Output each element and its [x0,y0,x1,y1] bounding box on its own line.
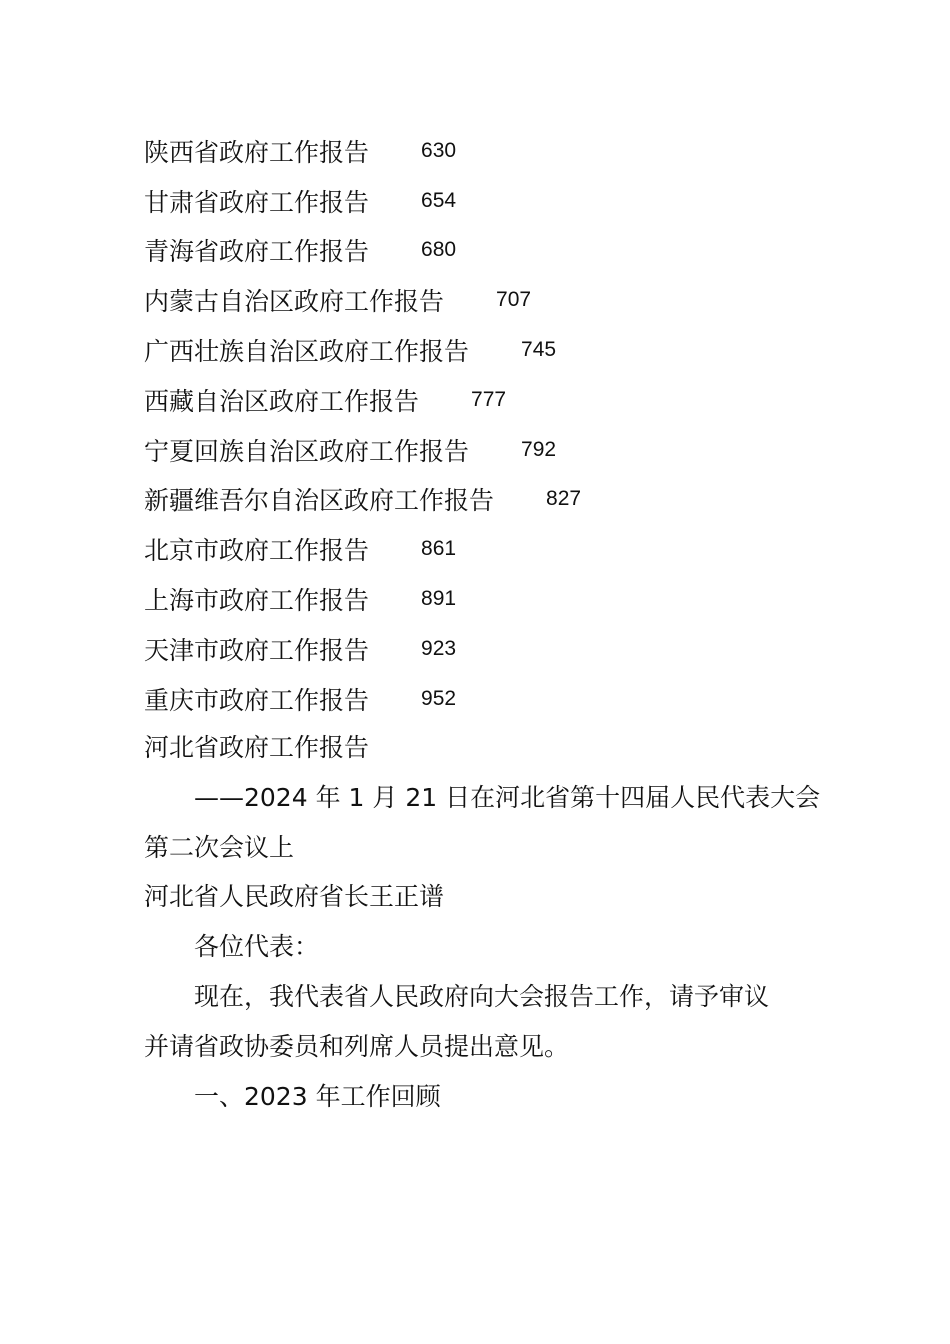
toc-entry-title: 宁夏回族自治区政府工作报告 [144,436,470,466]
greeting: 各位代表： [194,932,320,962]
toc-entry [144,325,844,375]
toc-entry-page: 792 [521,437,557,461]
toc-entry-page: 745 [521,338,557,362]
toc-entry-page: 891 [421,587,457,611]
report-title: 河北省政府工作报告 [144,733,370,762]
report-subtitle-continuation: 第二次会议上 [144,832,295,862]
toc-entry-title: 天津市政府工作报告 [144,635,370,665]
toc-entry-title: 广西壮族自治区政府工作报告 [144,337,470,367]
toc-entry-page: 707 [496,288,532,312]
toc-entry-title: 新疆维吾尔自治区政府工作报告 [144,486,495,516]
paragraph-line: 现在，我代表省人民政府向大会报告工作，请予审议 [194,981,770,1011]
toc-entry-title: 西藏自治区政府工作报告 [144,386,420,416]
toc-entry-title: 青海省政府工作报告 [144,237,370,267]
toc-entry [144,226,844,276]
toc-entry-page: 654 [421,188,457,212]
toc-entry [144,275,844,325]
report-subtitle: ——2024 年 1 月 21 日在河北省第十四届人民代表大会 [194,782,821,812]
toc-entry-title: 重庆市政府工作报告 [144,685,370,715]
paragraph-line: 并请省政协委员和列席人员提出意见。 [144,1031,570,1061]
table-of-contents [144,126,844,724]
toc-entry [144,425,844,475]
toc-entry [144,126,844,176]
section-heading: 一、2023 年工作回顾 [194,1081,441,1111]
toc-entry-page: 827 [546,487,582,511]
toc-entry-title: 甘肃省政府工作报告 [144,187,370,217]
toc-entry [144,574,844,624]
toc-entry-title: 内蒙古自治区政府工作报告 [144,287,445,317]
report-speaker: 河北省人民政府省长王正谱 [144,882,445,912]
toc-entry-page: 861 [421,537,457,561]
toc-entry-page: 952 [421,686,457,710]
toc-entry [144,475,844,525]
toc-entry-title: 北京市政府工作报告 [144,536,370,566]
toc-entry [144,176,844,226]
toc-entry [144,375,844,425]
toc-entry-page: 680 [421,238,457,262]
toc-entry-title: 陕西省政府工作报告 [144,137,370,167]
toc-entry-page: 923 [421,636,457,660]
toc-entry-title: 上海市政府工作报告 [144,586,370,616]
toc-entry-page: 777 [471,387,507,411]
toc-entry [144,624,844,674]
report-body [144,723,821,1121]
toc-entry [144,674,844,724]
toc-entry [144,524,844,574]
toc-entry-page: 630 [421,138,457,162]
